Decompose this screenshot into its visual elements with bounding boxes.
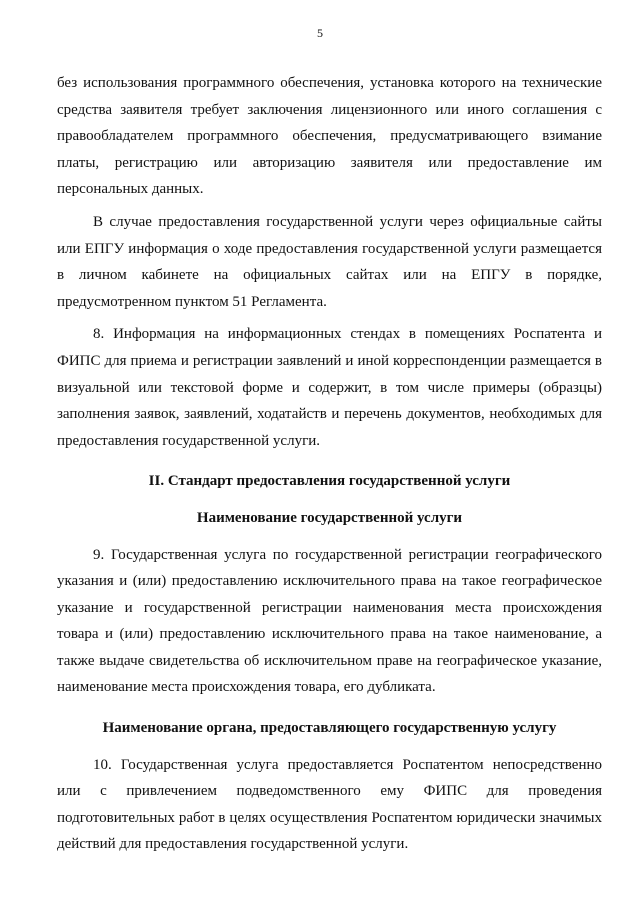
page-number: 5: [317, 26, 323, 40]
document-body: [57, 70, 602, 858]
paragraph-item-8: 8. Информация на информационных стендах в помещениях Роспатента и ФИПС для приема и регистрации заявлений и иной корреспонденции размещается в визуальной или текстовой форме и содержит, в том числе примеры (образцы) заполнения заявок, заявлений, ходатайств и перечень документов, необходимых для предоставления государственной услуги.: [57, 326, 602, 449]
paragraph-item-10: 10. Государственная услуга предоставляется Роспатентом непосредственно или с привлечением подведомственного ему ФИПС для проведения подготовительных работ в целях осуществления Роспатентом юридически значимых действий для предоставления государственной услуги.: [57, 756, 602, 853]
section-heading-standard: II. Стандарт предоставления государственной услуги: [148, 473, 511, 490]
paragraph-data-access: без использования программного обеспечения, установка которого на технические средства заявителя требует заключения лицензионного или иного соглашения с правообладателем программного обеспечения, предусматривающего взимание платы, регистрацию или авторизацию заявителя или предоставление им персональных данных.: [57, 75, 602, 198]
subheading-service-name: Наименование государственной услуги: [196, 509, 463, 526]
paragraph-item-9: 9. Государственная услуга по государственной регистрации географического указания и (или) предоставлению исключительного права на такое географическое указание и государственной регистрации наименования места происхождения товара и (или) предоставлению исключительного права на такое наименование, а также выдаче свидетельства об исключительном праве на географическое указание, наименование места происхождения товара, его дубликата.: [57, 546, 602, 696]
subheading-authority-name: Наименование органа, предоставляющего государственную услугу: [102, 720, 557, 737]
paragraph-online-status: В случае предоставления государственной услуги через официальные сайты или ЕПГУ информация о ходе предоставления государственной услуги размещается в личном кабинете на официальных сайтах или на ЕПГУ в порядке, предусмотренном пунктом 51 Регламента.: [57, 213, 602, 310]
